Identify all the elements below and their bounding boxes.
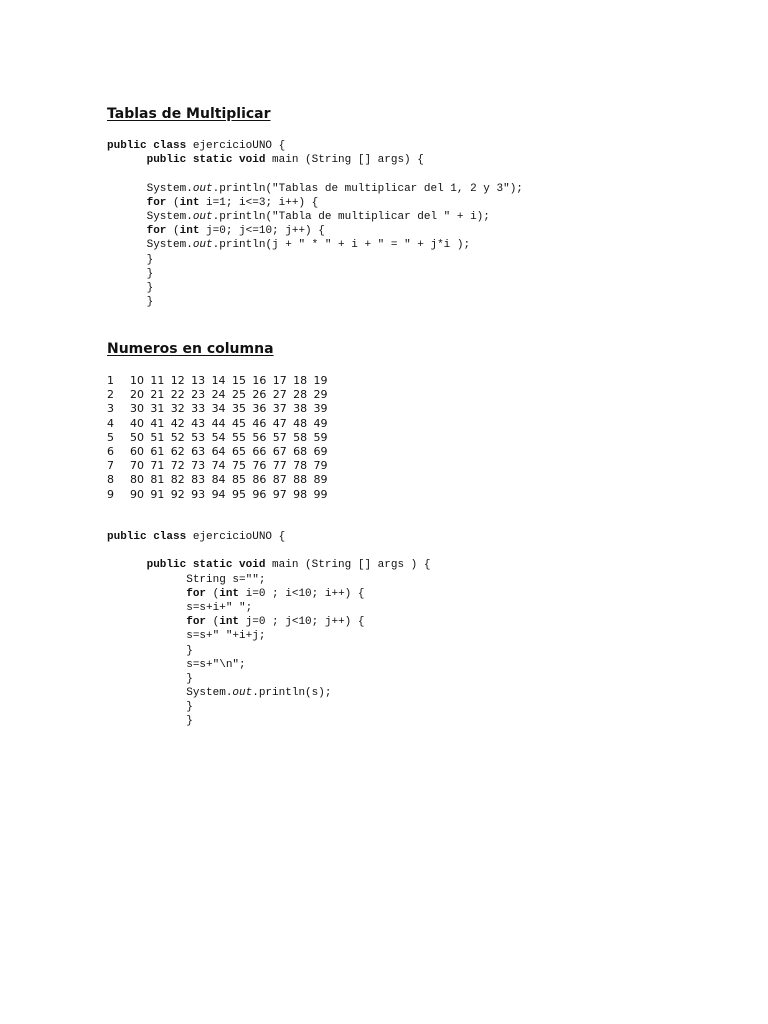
row-index-number: 6 (107, 444, 114, 458)
code-keyword: for (146, 225, 167, 238)
code-line (107, 196, 523, 210)
number-row (107, 459, 334, 473)
code-line (107, 573, 430, 587)
code-line (107, 530, 430, 544)
code-text: System. (107, 182, 193, 195)
code-italic-field: out (192, 239, 213, 252)
number-cell: 64 (211, 444, 226, 458)
code-text: } (107, 267, 154, 280)
code-keyword: int (179, 225, 200, 238)
code-keyword: public class (107, 531, 187, 543)
number-cell: 82 (170, 473, 185, 487)
row-index-number: 9 (107, 487, 114, 501)
number-cell: 33 (191, 402, 206, 416)
number-cell: 98 (293, 487, 308, 501)
code-italic-field: out (232, 687, 253, 700)
number-cell: 29 (313, 388, 328, 402)
row-index-number: 3 (107, 402, 114, 416)
code-text: i=0 ; i<10; i++) { (239, 587, 365, 600)
code-text: ejercicioUNO { (186, 140, 286, 152)
code-text: String s=""; (107, 573, 266, 586)
number-cell: 61 (150, 444, 165, 458)
number-cell: 37 (272, 402, 287, 416)
number-cell: 51 (150, 430, 165, 444)
number-cell: 77 (272, 459, 287, 473)
number-row (107, 402, 334, 416)
number-cell: 30 (130, 402, 144, 416)
code-text (107, 154, 147, 166)
code-text (107, 559, 147, 571)
number-cell: 58 (293, 430, 308, 444)
number-cell: 19 (313, 374, 328, 387)
number-cell: 93 (191, 487, 206, 501)
code-line (107, 253, 523, 267)
code-text: ( (166, 196, 180, 209)
number-cell: 63 (191, 444, 206, 458)
code-text: } (107, 672, 193, 685)
heading-numeros-en-columna: Numeros en columna (107, 341, 274, 357)
code-text: main (String [] args ) { (265, 559, 431, 572)
number-cell: 36 (252, 402, 267, 416)
row-index-number: 5 (107, 430, 114, 444)
number-cell: 94 (211, 487, 226, 501)
number-cell: 65 (231, 444, 246, 458)
code-text: s=s+i+" "; (107, 601, 253, 614)
number-cell: 41 (150, 416, 165, 430)
number-cell: 59 (313, 430, 328, 444)
code-text: ( (206, 616, 220, 629)
number-cell: 54 (211, 430, 226, 444)
number-cell: 40 (130, 416, 144, 430)
number-cell: 60 (130, 444, 144, 458)
code-text: s=s+" "+i+j; (107, 630, 266, 643)
code-italic-field: out (192, 210, 213, 223)
number-cell: 70 (130, 459, 144, 473)
number-cell: 84 (211, 473, 226, 487)
number-cell: 89 (313, 473, 328, 487)
number-cell: 17 (272, 374, 287, 387)
number-cell: 39 (313, 402, 328, 416)
number-cell: 88 (293, 473, 308, 487)
number-cell: 21 (150, 388, 165, 402)
code-line (107, 587, 430, 601)
number-cell: 25 (231, 388, 246, 402)
code-keyword: int (219, 616, 240, 629)
row-index-number: 2 (107, 388, 114, 402)
code-line (107, 644, 430, 658)
number-cell: 13 (191, 374, 206, 387)
number-cell: 83 (191, 473, 206, 487)
code-line (107, 167, 523, 181)
number-cell: 16 (252, 374, 267, 387)
number-cell: 87 (272, 473, 287, 487)
number-cell: 97 (272, 487, 287, 501)
number-cell: 57 (272, 430, 287, 444)
number-cell: 26 (252, 388, 267, 402)
code-text: j=0; j<=10; j++) { (199, 225, 325, 238)
code-line (107, 672, 430, 686)
number-cell: 55 (231, 430, 246, 444)
number-cell: 35 (231, 402, 246, 416)
code-line (107, 295, 523, 309)
number-cell: 44 (211, 416, 226, 430)
numbers-column-grid (107, 374, 334, 502)
code-keyword: for (186, 587, 207, 600)
number-cell: 78 (293, 459, 308, 473)
number-cell: 76 (252, 459, 267, 473)
code-text: System. (107, 210, 193, 223)
code-text: System. (107, 239, 193, 252)
code-text: System. (107, 687, 233, 700)
code-text: ( (206, 587, 220, 600)
number-cell: 53 (191, 430, 206, 444)
code-text: ( (166, 225, 180, 238)
code-block-multiplication-tables (107, 139, 523, 309)
number-cell: 96 (252, 487, 267, 501)
code-text: } (107, 253, 154, 266)
number-row (107, 445, 334, 459)
number-cell: 68 (293, 444, 308, 458)
number-cell: 31 (150, 402, 165, 416)
code-line (107, 544, 430, 558)
number-cell: 49 (313, 416, 328, 430)
number-cell: 14 (211, 374, 226, 387)
number-cell: 86 (252, 473, 267, 487)
number-cell: 47 (272, 416, 287, 430)
number-cell: 73 (191, 459, 206, 473)
code-keyword: for (146, 196, 167, 209)
number-cell: 28 (293, 388, 308, 402)
row-index-number: 1 (107, 374, 114, 387)
code-line (107, 615, 430, 629)
code-block-number-columns (107, 530, 430, 729)
number-cell: 32 (170, 402, 185, 416)
number-cell: 48 (293, 416, 308, 430)
code-text: .println(s); (252, 687, 332, 700)
number-cell: 34 (211, 402, 226, 416)
code-keyword: public static void (146, 154, 266, 167)
code-text: main (String [] args) { (265, 154, 424, 167)
number-cell: 27 (272, 388, 287, 402)
number-cell: 11 (150, 374, 165, 387)
code-text (107, 197, 147, 209)
number-cell: 71 (150, 459, 165, 473)
number-row (107, 473, 334, 487)
code-line (107, 714, 430, 728)
code-line (107, 658, 430, 672)
number-cell: 12 (170, 374, 185, 387)
number-cell: 45 (231, 416, 246, 430)
row-index-number: 4 (107, 416, 114, 430)
number-cell: 91 (150, 487, 165, 501)
number-cell: 66 (252, 444, 267, 458)
number-cell: 95 (231, 487, 246, 501)
number-cell: 90 (130, 487, 144, 501)
number-cell: 50 (130, 430, 144, 444)
code-line (107, 601, 430, 615)
number-cell: 18 (293, 374, 308, 387)
number-cell: 10 (130, 374, 144, 387)
number-cell: 92 (170, 487, 185, 501)
code-line (107, 686, 430, 700)
code-line (107, 700, 430, 714)
number-cell: 24 (211, 388, 226, 402)
number-cell: 38 (293, 402, 308, 416)
code-line (107, 182, 523, 196)
number-cell: 62 (170, 444, 185, 458)
number-cell: 79 (313, 459, 328, 473)
code-text: } (107, 281, 154, 294)
code-text (107, 616, 186, 628)
number-cell: 15 (231, 374, 246, 387)
number-cell: 56 (252, 430, 267, 444)
number-cell: 67 (272, 444, 287, 458)
number-cell: 81 (150, 473, 165, 487)
code-text: } (107, 715, 193, 728)
code-line (107, 267, 523, 281)
number-row (107, 388, 334, 402)
code-italic-field: out (192, 182, 213, 195)
code-line (107, 281, 523, 295)
code-line (107, 224, 523, 238)
code-line (107, 210, 523, 224)
heading-tablas-de-multiplicar: Tablas de Multiplicar (107, 106, 271, 122)
code-line (107, 153, 523, 167)
number-row (107, 488, 334, 502)
row-index-number: 8 (107, 473, 114, 487)
code-keyword: public static void (146, 559, 266, 572)
number-row (107, 431, 334, 445)
number-cell: 69 (313, 444, 328, 458)
code-line (107, 238, 523, 252)
code-text: i=1; i<=3; i++) { (199, 196, 319, 209)
number-cell: 85 (231, 473, 246, 487)
code-text: .println("Tabla de multiplicar del " + i); (212, 210, 490, 223)
number-cell: 20 (130, 388, 144, 402)
number-cell: 23 (191, 388, 206, 402)
code-keyword: for (186, 616, 207, 629)
code-text: ejercicioUNO { (186, 531, 286, 543)
number-row (107, 417, 334, 431)
number-cell: 74 (211, 459, 226, 473)
code-text: s=s+"\n"; (107, 658, 246, 671)
number-row (107, 374, 334, 388)
code-line (107, 629, 430, 643)
code-text (107, 588, 186, 600)
code-text (107, 225, 147, 237)
number-cell: 72 (170, 459, 185, 473)
row-index-number: 7 (107, 459, 114, 473)
code-keyword: public class (107, 140, 187, 152)
number-cell: 43 (191, 416, 206, 430)
number-cell: 42 (170, 416, 185, 430)
number-cell: 46 (252, 416, 267, 430)
code-text: } (107, 701, 193, 714)
number-cell: 99 (313, 487, 328, 501)
code-text: j=0 ; j<10; j++) { (239, 616, 365, 629)
code-text: .println("Tablas de multiplicar del 1, 2 y 3"); (212, 182, 523, 195)
number-cell: 80 (130, 473, 144, 487)
number-cell: 75 (231, 459, 246, 473)
code-line (107, 558, 430, 572)
code-line (107, 139, 523, 153)
code-keyword: int (179, 196, 200, 209)
code-text: .println(j + " * " + i + " = " + j*i ); (212, 239, 471, 252)
code-keyword: int (219, 587, 240, 600)
number-cell: 22 (170, 388, 185, 402)
code-text: } (107, 296, 154, 309)
code-text: } (107, 644, 193, 657)
number-cell: 52 (170, 430, 185, 444)
